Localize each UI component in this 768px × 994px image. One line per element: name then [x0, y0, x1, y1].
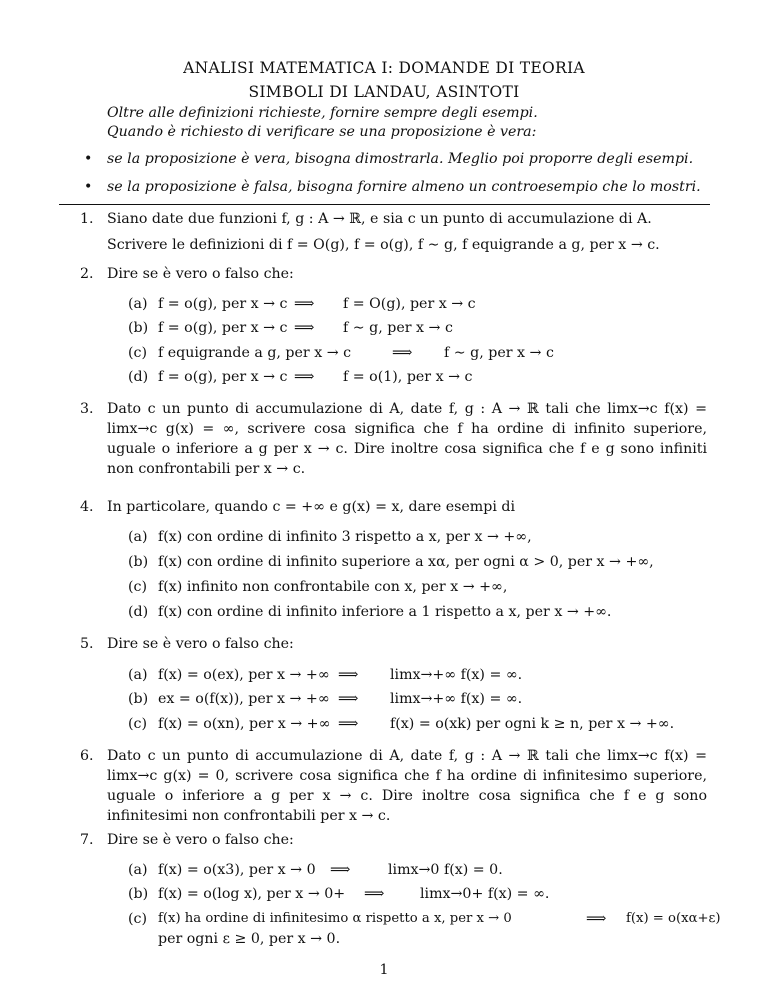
question-5-text: Dire se è vero o falso che:: [107, 636, 294, 652]
item-conclusion: f = O(g), per x → c: [343, 296, 476, 312]
item-premise-continuation: per ogni ε ≥ 0, per x → 0.: [158, 931, 341, 947]
item-premise: f(x) = o(log x), per x → 0+: [158, 886, 346, 902]
item-premise: f(x) = o(ex), per x → +∞: [158, 667, 330, 683]
item-text: f(x) con ordine di infinito inferiore a 1 rispetto a x, per x → +∞.: [158, 604, 612, 620]
document-subtitle: SIMBOLI DI LANDAU, ASINTOTI: [248, 83, 520, 101]
item-conclusion: f(x) = o(xα+ε): [626, 911, 721, 926]
implies-arrow: ⟹: [338, 716, 359, 732]
item-conclusion: f ∼ g, per x → c: [343, 320, 453, 336]
question-number: 6.: [80, 748, 94, 764]
question-number: 4.: [80, 499, 94, 515]
item-label: (d): [128, 369, 149, 385]
question-3-text: Dato c un punto di accumulazione di A, date f, g : A → ℝ tali che limx→c f(x) = limx→c g(x) = ∞, scrivere cosa significa che f ha ordine di infinito superiore, uguale o inferiore a g per x → c. Dire inoltre cosa significa che f e g sono infiniti non confrontabili per x → c.: [107, 401, 707, 477]
item-conclusion: f ∼ g, per x → c: [444, 345, 554, 361]
implies-arrow: ⟹: [294, 320, 315, 336]
item-premise: f(x) ha ordine di infinitesimo α rispetto a x, per x → 0: [158, 911, 512, 926]
question-number: 1.: [80, 211, 94, 227]
item-premise: ex = o(f(x)), per x → +∞: [158, 691, 330, 707]
implies-arrow: ⟹: [294, 296, 315, 312]
item-label: (d): [128, 604, 149, 620]
item-label: (a): [128, 862, 148, 878]
item-text: f(x) con ordine di infinito superiore a xα, per ogni α > 0, per x → +∞,: [158, 554, 654, 570]
item-conclusion: limx→0 f(x) = 0.: [388, 862, 503, 878]
item-premise: f equigrande a g, per x → c: [158, 345, 352, 361]
document-title: ANALISI MATEMATICA I: DOMANDE DI TEORIA: [183, 59, 585, 77]
item-premise: f = o(g), per x → c: [158, 369, 288, 385]
intro-line-2: Quando è richiesto di verificare se una proposizione è vera:: [107, 124, 537, 140]
bullet-text: se la proposizione è falsa, bisogna fornire almeno un controesempio che lo mostri.: [107, 179, 701, 195]
item-premise: f(x) = o(xn), per x → +∞: [158, 716, 331, 732]
item-label: (c): [128, 716, 148, 732]
item-premise: f = o(g), per x → c: [158, 296, 288, 312]
implies-arrow: ⟹: [338, 691, 359, 707]
implies-arrow: ⟹: [294, 369, 315, 385]
item-label: (c): [128, 911, 148, 927]
item-label: (c): [128, 345, 148, 361]
implies-arrow: ⟹: [392, 345, 413, 361]
item-conclusion: f = o(1), per x → c: [343, 369, 473, 385]
item-label: (b): [128, 886, 149, 902]
item-label: (b): [128, 691, 149, 707]
item-label: (c): [128, 579, 148, 595]
item-label: (a): [128, 296, 148, 312]
implies-arrow: ⟹: [364, 886, 385, 902]
item-label: (a): [128, 529, 148, 545]
item-label: (b): [128, 554, 149, 570]
bullet-text: se la proposizione è vera, bisogna dimostrarla. Meglio poi proporre degli esempi.: [107, 151, 694, 167]
item-conclusion: f(x) = o(xk) per ogni k ≥ n, per x → +∞.: [390, 716, 675, 732]
item-premise: f = o(g), per x → c: [158, 320, 288, 336]
question-number: 3.: [80, 401, 94, 417]
implies-arrow: ⟹: [338, 667, 359, 683]
question-1-line-2: Scrivere le definizioni di f = O(g), f = o(g), f ∼ g, f equigrande a g, per x → c.: [107, 237, 660, 253]
item-label: (a): [128, 667, 148, 683]
item-conclusion: limx→+∞ f(x) = ∞.: [390, 667, 523, 683]
implies-arrow: ⟹: [586, 911, 607, 927]
question-number: 7.: [80, 832, 94, 848]
item-conclusion: limx→+∞ f(x) = ∞.: [390, 691, 523, 707]
implies-arrow: ⟹: [330, 862, 351, 878]
bullet-dot: •: [84, 151, 93, 167]
question-2-text: Dire se è vero o falso che:: [107, 266, 294, 282]
item-text: f(x) con ordine di infinito 3 rispetto a x, per x → +∞,: [158, 529, 532, 545]
item-label: (b): [128, 320, 149, 336]
bullet-dot: •: [84, 179, 93, 195]
question-6-text: Dato c un punto di accumulazione di A, date f, g : A → ℝ tali che limx→c f(x) = limx→c g(x) = 0, scrivere cosa significa che f ha ordine di infinitesimo superiore, uguale o inferiore a g per x → c. Dire inoltre cosa significa che f e g sono infinitesimi non confrontabili per x → c.: [107, 748, 707, 824]
intro-line-1: Oltre alle definizioni richieste, fornire sempre degli esempi.: [107, 105, 538, 121]
question-1-line-1: Siano date due funzioni f, g : A → ℝ, e sia c un punto di accumulazione di A.: [107, 211, 652, 227]
item-premise: f(x) = o(x3), per x → 0: [158, 862, 316, 878]
question-4-text: In particolare, quando c = +∞ e g(x) = x, dare esempi di: [107, 499, 516, 515]
question-7-text: Dire se è vero o falso che:: [107, 832, 294, 848]
item-text: f(x) infinito non confrontabile con x, per x → +∞,: [158, 579, 508, 595]
page-number: 1: [379, 962, 389, 978]
question-number: 2.: [80, 266, 94, 282]
item-conclusion: limx→0+ f(x) = ∞.: [420, 886, 550, 902]
divider-rule: [59, 204, 710, 205]
question-number: 5.: [80, 636, 94, 652]
